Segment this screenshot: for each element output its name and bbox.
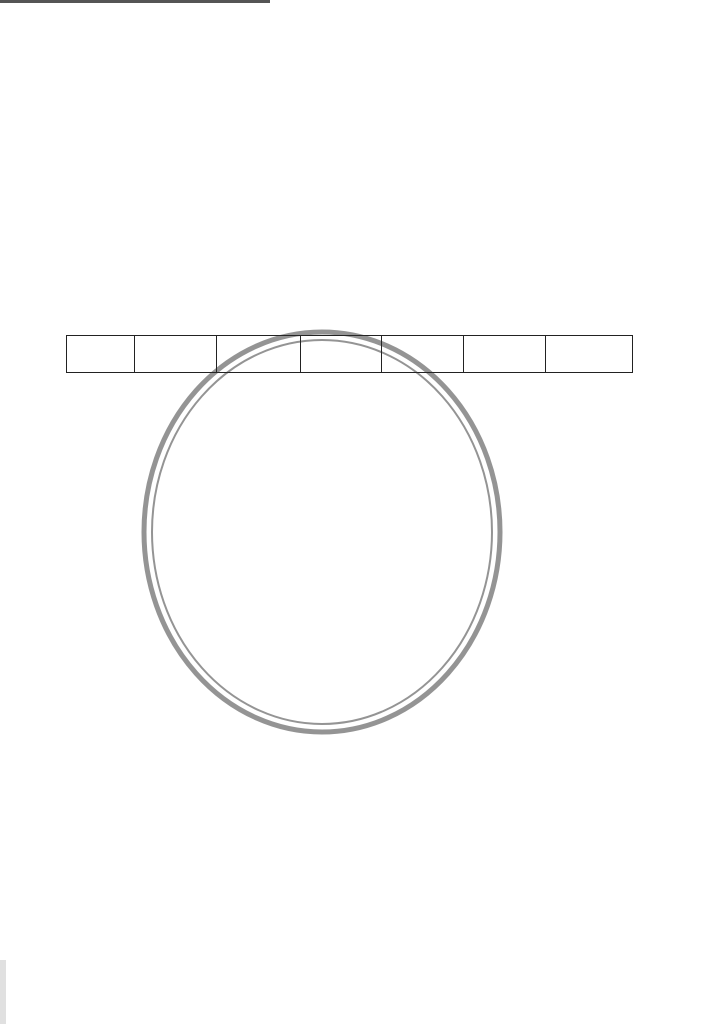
header-thickness xyxy=(382,336,464,373)
scan-edge-left xyxy=(0,960,6,1024)
header-oil xyxy=(216,336,300,373)
section-5-4-2 xyxy=(66,102,74,120)
section-5-4-2-1 xyxy=(66,124,74,142)
header-texture xyxy=(300,336,382,373)
section-5-4-2-2 xyxy=(66,144,74,162)
header-damage xyxy=(546,336,633,373)
section-6-2-2 xyxy=(66,714,74,732)
section-6-2 xyxy=(66,281,74,299)
section-5-4-2-3 xyxy=(66,164,74,182)
header-color xyxy=(134,336,216,373)
header-luster xyxy=(464,336,546,373)
header-grade xyxy=(67,336,135,373)
section-6-3 xyxy=(66,906,74,924)
section-6-heading xyxy=(66,192,80,210)
section-6-2-3 xyxy=(66,754,74,772)
section-6-1 xyxy=(66,220,74,238)
section-6-2-1 xyxy=(66,301,74,319)
grading-table xyxy=(66,335,633,373)
scan-edge-top xyxy=(0,0,270,3)
table-header-row xyxy=(67,336,633,373)
